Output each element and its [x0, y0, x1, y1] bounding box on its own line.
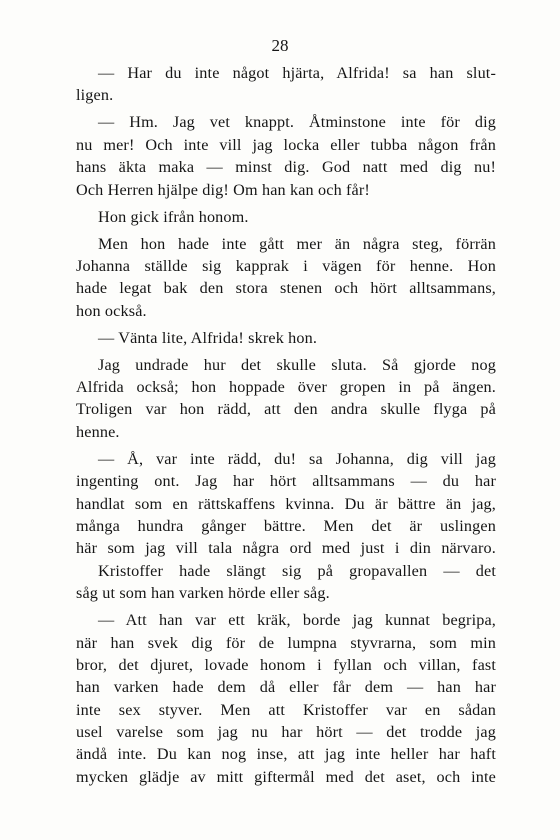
text-line: Hon gick ifrån honom. — [98, 207, 249, 226]
text-line: Och Herren hjälpe dig! Om han kan och får! — [76, 180, 370, 199]
body-text — [76, 62, 496, 788]
text-line: — Å, var inte rädd, du! sa Johanna, dig vill jag — [98, 449, 496, 468]
text-line: bror, det djuret, lovade honom i fyllan och villan, fast — [76, 655, 496, 674]
text-line: handlat som en rättskaffens kvinna. Du är bättre än jag, — [76, 494, 496, 513]
text-line: — Att han var ett kräk, borde jag kunnat begripa, — [98, 611, 496, 630]
text-line: här som jag vill tala några ord med just i din närvaro. — [76, 539, 496, 558]
text-line: Alfrida också; hon hoppade över gropen in på ängen. — [76, 378, 496, 397]
text-line: hans äkta maka — minst dig. God natt med dig nu! — [76, 158, 496, 177]
text-line: henne. — [76, 422, 120, 441]
text-line: nu mer! Och inte vill jag locka eller tubba någon från — [76, 135, 496, 154]
text-line: — Hm. Jag vet knappt. Åtminstone inte för dig — [98, 113, 496, 132]
text-line: såg ut som han varken hörde eller såg. — [76, 584, 330, 603]
text-line: ändå inte. Du kan nog inse, att jag inte heller har haft — [76, 745, 496, 764]
text-line: hon också. — [76, 301, 147, 320]
text-line: när han svek dig för de lumpna styvrarna, som min — [76, 633, 496, 652]
text-line: inte sex styver. Men att Kristoffer var en sådan — [76, 700, 496, 719]
text-line: — Har du inte något hjärta, Alfrida! sa han slut- — [98, 64, 496, 82]
text-line: han varken hade dem då eller får dem — han har — [76, 678, 496, 697]
text-line: många hundra gånger bättre. Men det är uslingen — [76, 516, 496, 535]
text-line: Jag undrade hur det skulle sluta. Så gjorde nog — [98, 355, 496, 374]
text-line: mycken glädje av mitt giftermål med det aset, och inte — [76, 767, 496, 786]
text-line: — Vänta lite, Alfrida! skrek hon. — [98, 328, 318, 347]
text-line: usel varelse som jag nu har hört — det trodde jag — [76, 723, 496, 742]
text-line: hade legat bak den stora stenen och hört alltsammans, — [76, 279, 496, 298]
text-line: Johanna ställde sig kapprak i vägen för henne. Hon — [76, 256, 496, 275]
text-line: Troligen var hon rädd, att den andra skulle flyga på — [76, 400, 496, 419]
text-line: ligen. — [76, 86, 114, 105]
text-line: Men hon hade inte gått mer än några steg, förrän — [98, 234, 496, 253]
text-line: Kristoffer hade slängt sig på gropavallen — det — [98, 561, 496, 580]
page-number: 28 — [271, 36, 289, 55]
text-line: ingenting ont. Jag har hört alltsammans — du har — [76, 472, 496, 491]
